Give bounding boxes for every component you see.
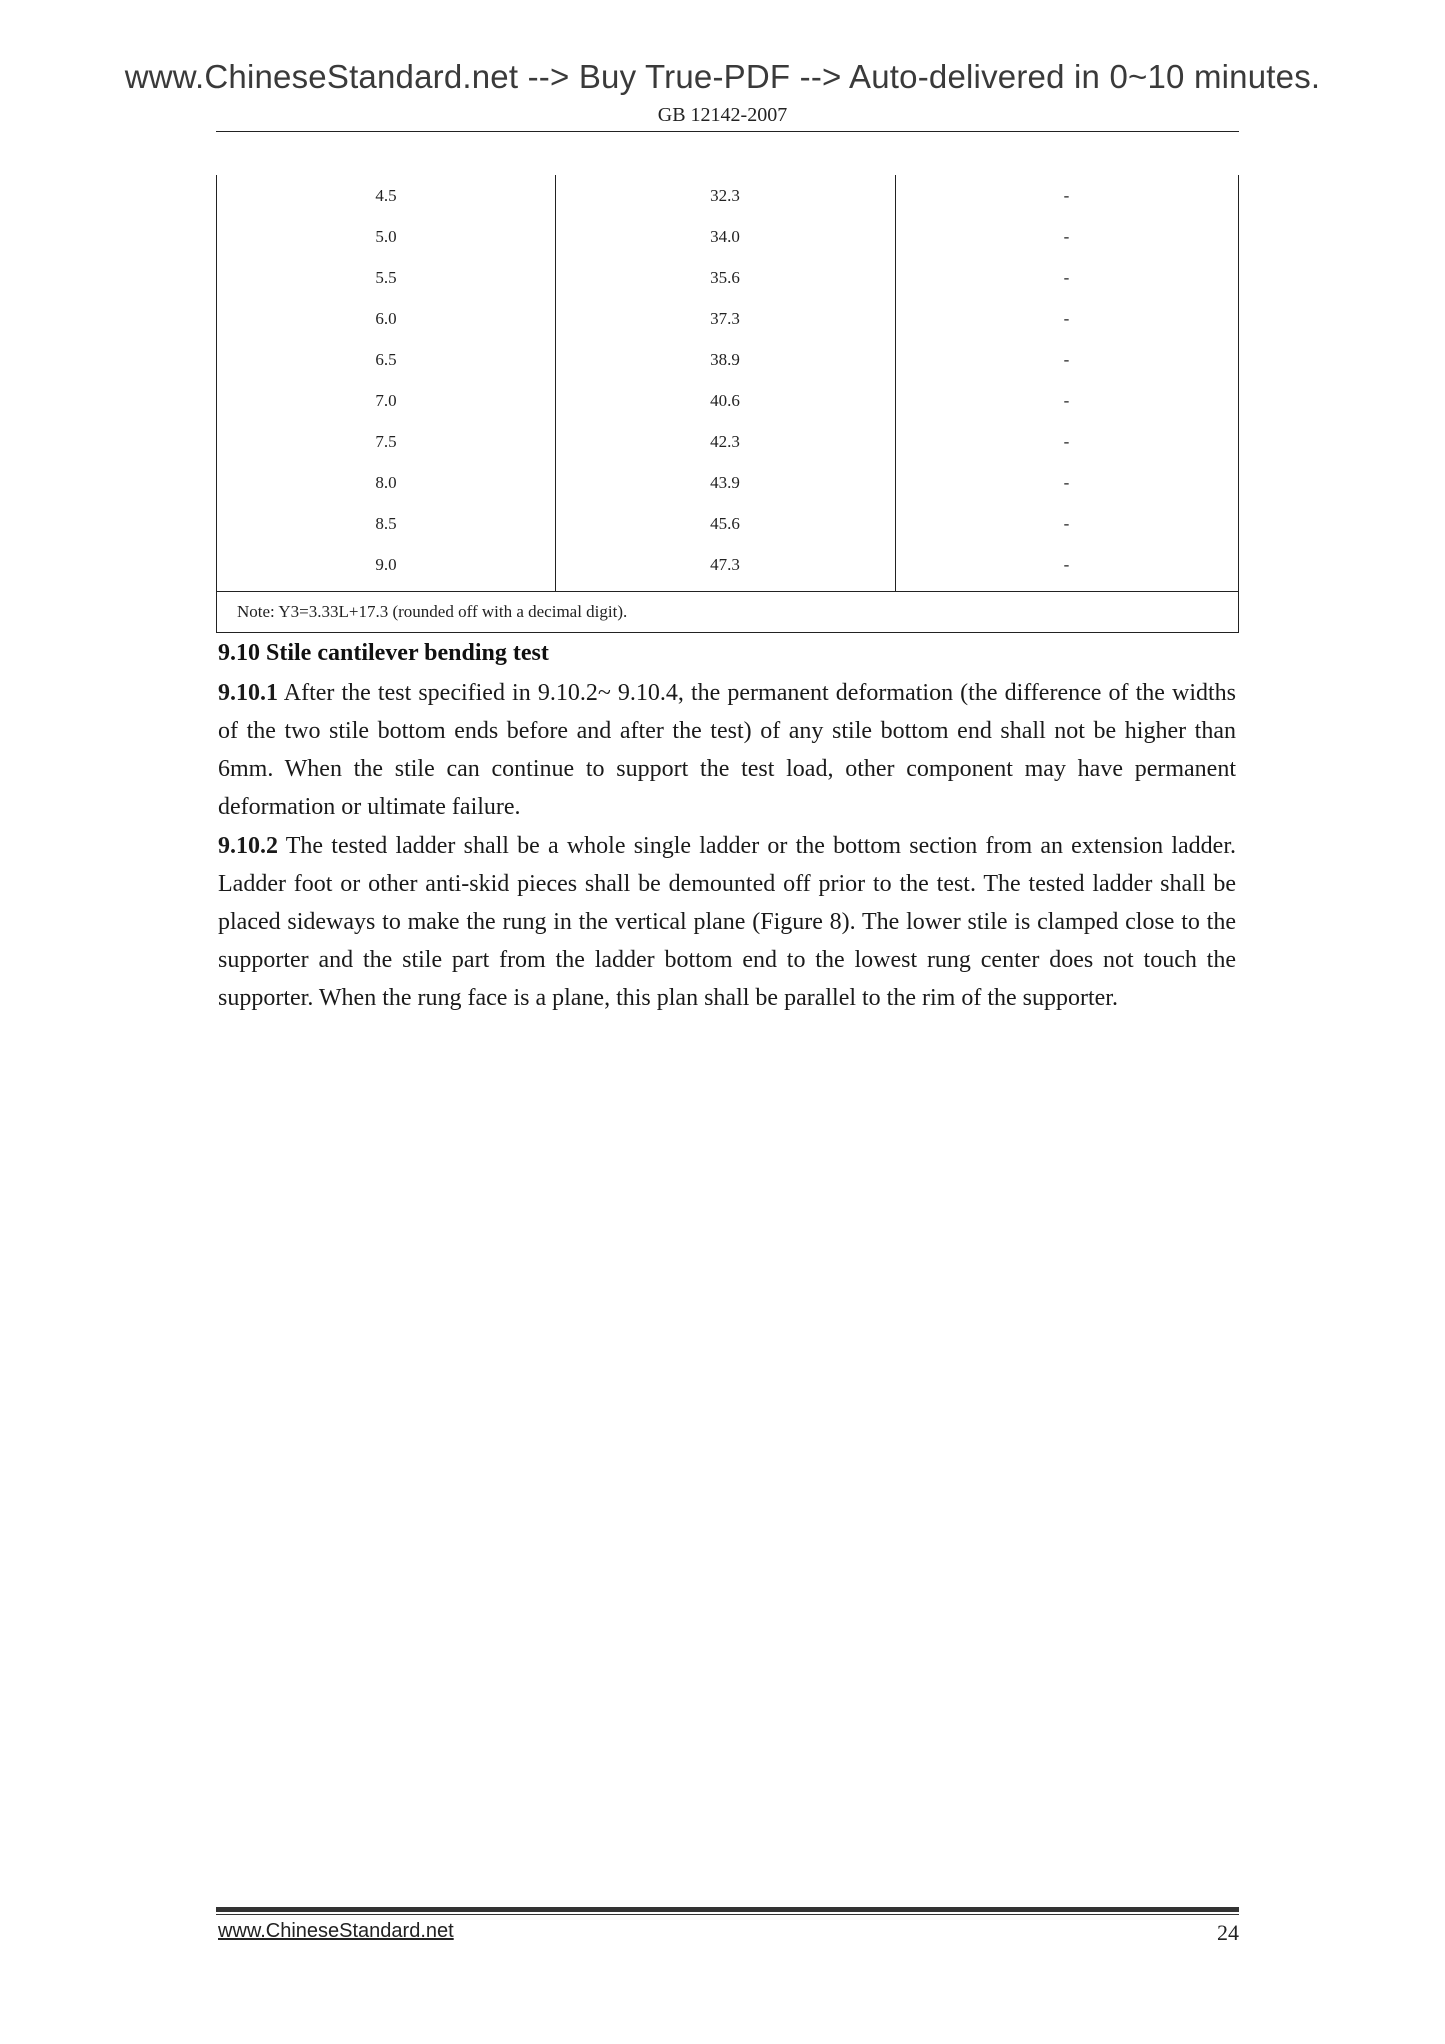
table-row	[217, 380, 1238, 421]
table-cell-dash: -	[1063, 350, 1070, 369]
table-cell-value: 38.9	[710, 350, 740, 369]
table-row	[217, 544, 1238, 585]
table-cell-value: 45.6	[710, 514, 740, 533]
table-cell-length: 6.0	[375, 309, 397, 328]
table-row	[217, 462, 1238, 503]
table-cell-length: 6.5	[375, 350, 397, 369]
clause-paragraph	[218, 827, 1236, 1017]
footer-rule	[216, 1907, 1239, 1912]
table-cell-dash: -	[1063, 186, 1070, 205]
table-row	[217, 421, 1238, 462]
table-cell-value: 37.3	[710, 309, 740, 328]
page-number: 24	[1217, 1920, 1239, 1945]
table-cell-length: 8.5	[375, 514, 397, 533]
table-row	[217, 257, 1238, 298]
table-cell-dash: -	[1063, 227, 1070, 246]
clause-number: 9.10.1	[218, 680, 278, 706]
table-cell-value: 34.0	[710, 227, 740, 246]
table-cell-dash: -	[1063, 473, 1070, 492]
table-cell-value: 35.6	[710, 268, 740, 287]
table-row	[217, 216, 1238, 257]
table-cell-value: 42.3	[710, 432, 740, 451]
table-cell-length: 7.5	[375, 432, 397, 451]
table-cell-length: 5.0	[375, 227, 397, 246]
clause-text: After the test specified in 9.10.2~ 9.10.4, the permanent deformation (the difference of the widths of the two stile bottom ends before and after the test) of any stile bottom end shall not be higher than 6mm. When the stile can continue to support the test load, other component may have permanent deformation or ultimate failure.	[218, 680, 1236, 820]
table-cell-value: 40.6	[710, 391, 740, 410]
section-heading: 9.10 Stile cantilever bending test	[218, 640, 549, 666]
table-cell-dash: -	[1063, 391, 1070, 410]
clause-text: The tested ladder shall be a whole single ladder or the bottom section from an extension ladder. Ladder foot or other anti-skid pieces shall be demounted off prior to the test. The tested ladder shall be placed sideways to make the rung in the vertical plane (Figure 8). The lower stile is clamped close to the supporter and the stile part from the ladder bottom end to the lowest rung center does not touch the supporter. When the rung face is a plane, this plan shall be parallel to the rim of the supporter.	[218, 833, 1236, 1011]
table-row	[217, 175, 1238, 216]
table-cell-length: 9.0	[375, 555, 397, 574]
table-row	[217, 298, 1238, 339]
table-cell-dash: -	[1063, 309, 1070, 328]
table-note: Note: Y3=3.33L+17.3 (rounded off with a decimal digit).	[237, 602, 628, 621]
table-row	[217, 339, 1238, 380]
footer-rule	[216, 1914, 1239, 1915]
value-table	[216, 175, 1239, 633]
table-row	[217, 503, 1238, 544]
table-cell-dash: -	[1063, 514, 1070, 533]
table-cell-dash: -	[1063, 555, 1070, 574]
clause-paragraph	[218, 674, 1236, 826]
table-cell-value: 43.9	[710, 473, 740, 492]
table-cell-length: 5.5	[375, 268, 397, 287]
table-cell-length: 7.0	[375, 391, 397, 410]
table-cell-value: 32.3	[710, 186, 740, 205]
table-body	[217, 175, 1238, 592]
footer-site-link[interactable]: www.ChineseStandard.net	[218, 1920, 454, 1942]
table-cell-value: 47.3	[710, 555, 740, 574]
table-cell-length: 8.0	[375, 473, 397, 492]
site-banner: www.ChineseStandard.net --> Buy True-PDF --> Auto-delivered in 0~10 minutes.	[124, 58, 1321, 95]
clause-number: 9.10.2	[218, 833, 278, 859]
table-cell-dash: -	[1063, 268, 1070, 287]
standard-code: GB 12142-2007	[657, 104, 788, 126]
header-rule	[216, 131, 1239, 132]
table-cell-length: 4.5	[375, 186, 397, 205]
table-cell-dash: -	[1063, 432, 1070, 451]
